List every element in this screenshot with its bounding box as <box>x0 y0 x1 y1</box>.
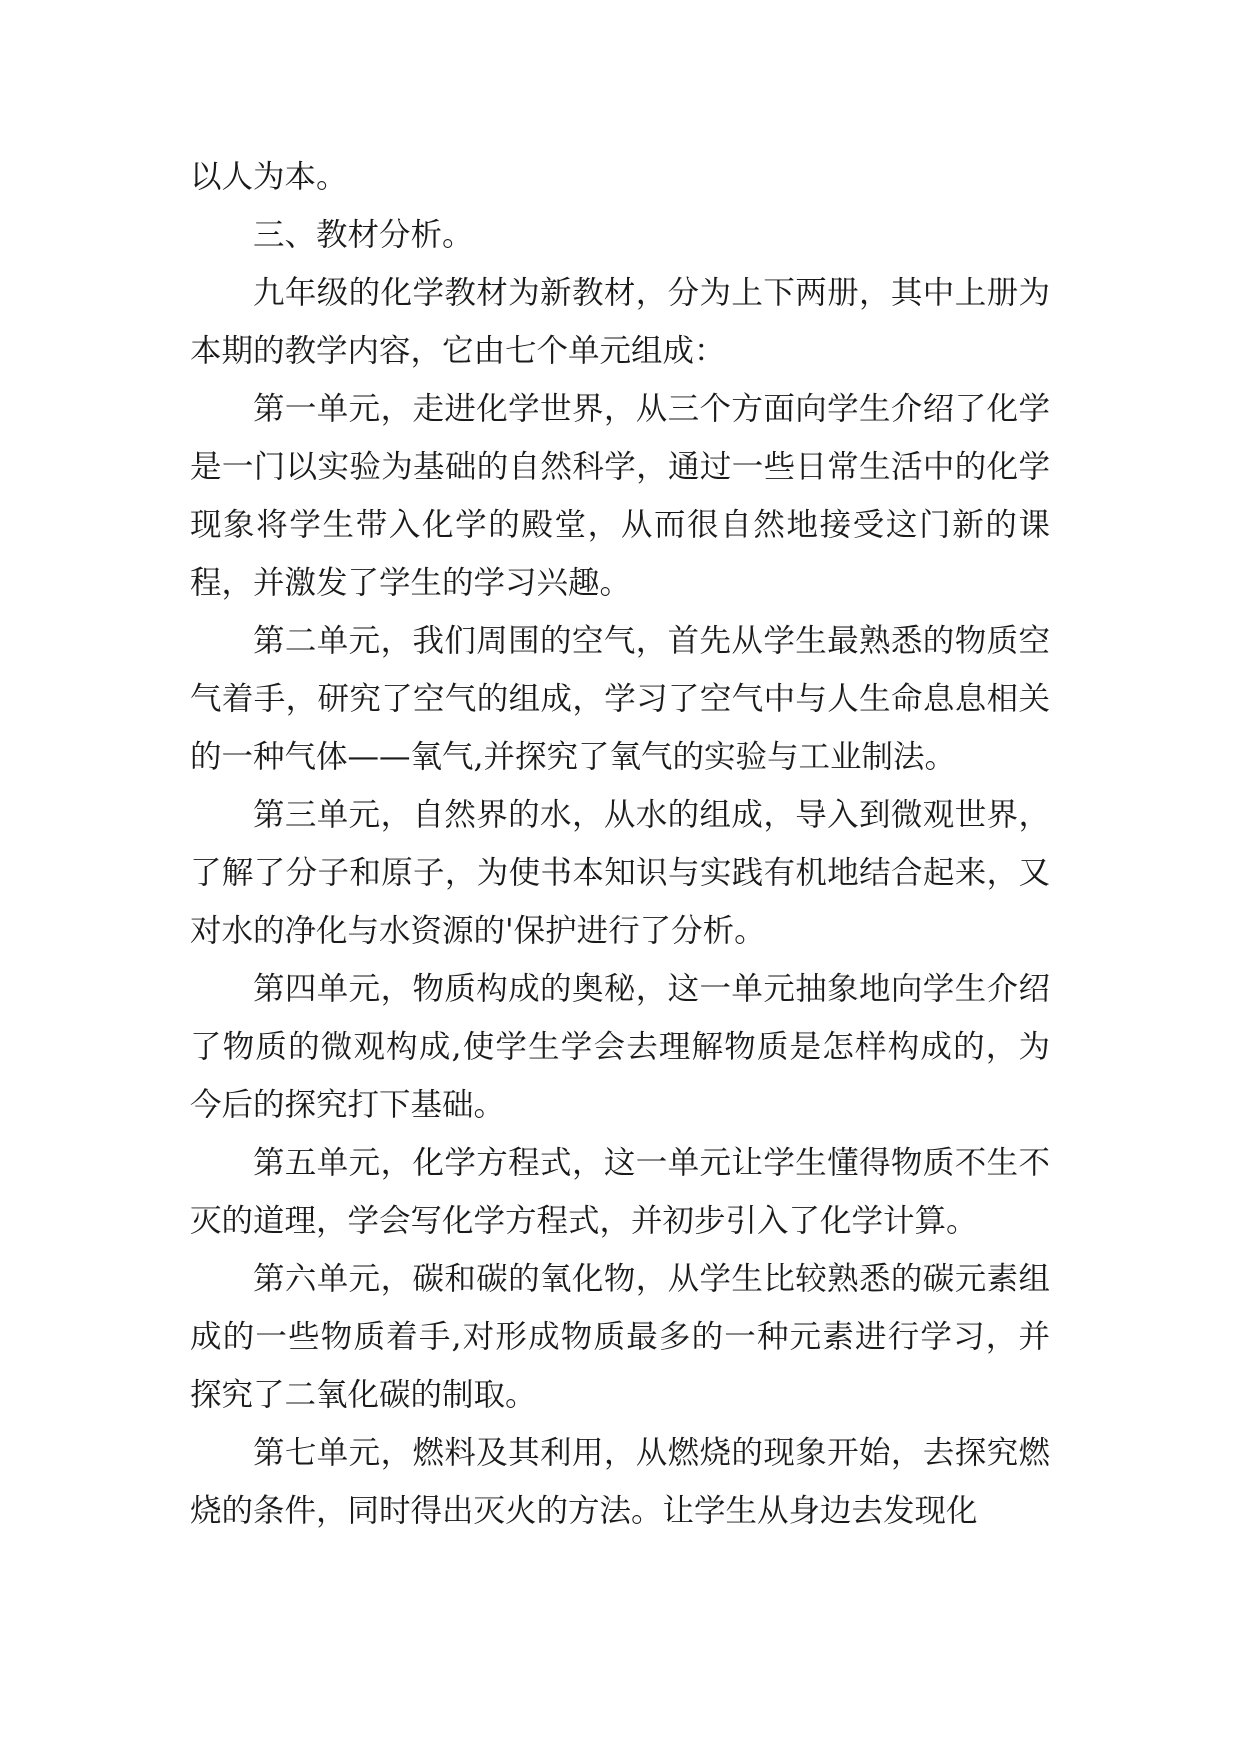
paragraph-unit-3: 第三单元，自然界的水，从水的组成，导入到微观世界，了解了分子和原子，为使书本知识与实践有机地结合起来，又对水的净化与水资源的'保护进行了分析。 <box>190 797 1050 949</box>
paragraph-unit-6: 第六单元，碳和碳的氧化物，从学生比较熟悉的碳元素组成的一些物质着手,对形成物质最多的一种元素进行学习，并探究了二氧化碳的制取。 <box>190 1261 1050 1413</box>
paragraph-unit-2: 第二单元，我们周围的空气，首先从学生最熟悉的物质空气着手，研究了空气的组成，学习了空气中与人生命息息相关的一种气体——氧气,并探究了氧气的实验与工业制法。 <box>190 623 1050 775</box>
paragraph-unit-1: 第一单元，走进化学世界，从三个方面向学生介绍了化学是一门以实验为基础的自然科学，通过一些日常生活中的化学现象将学生带入化学的殿堂，从而很自然地接受这门新的课程，并激发了学生的学习兴趣。 <box>190 391 1050 601</box>
paragraph-unit-4: 第四单元，物质构成的奥秘，这一单元抽象地向学生介绍了物质的微观构成,使学生学会去理解物质是怎样构成的，为今后的探究打下基础。 <box>190 971 1050 1123</box>
paragraph: 九年级的化学教材为新教材，分为上下两册，其中上册为本期的教学内容，它由七个单元组成： <box>190 275 1050 369</box>
section-heading: 三、教材分析。 <box>253 217 474 253</box>
paragraph-unit-7: 第七单元，燃料及其利用，从燃烧的现象开始，去探究燃烧的条件，同时得出灭火的方法。让学生从身边去发现化 <box>190 1435 1050 1529</box>
document-body <box>190 148 1050 1540</box>
paragraph: 以人为本。 <box>190 159 348 195</box>
paragraph-unit-5: 第五单元，化学方程式，这一单元让学生懂得物质不生不灭的道理，学会写化学方程式，并初步引入了化学计算。 <box>190 1145 1050 1239</box>
